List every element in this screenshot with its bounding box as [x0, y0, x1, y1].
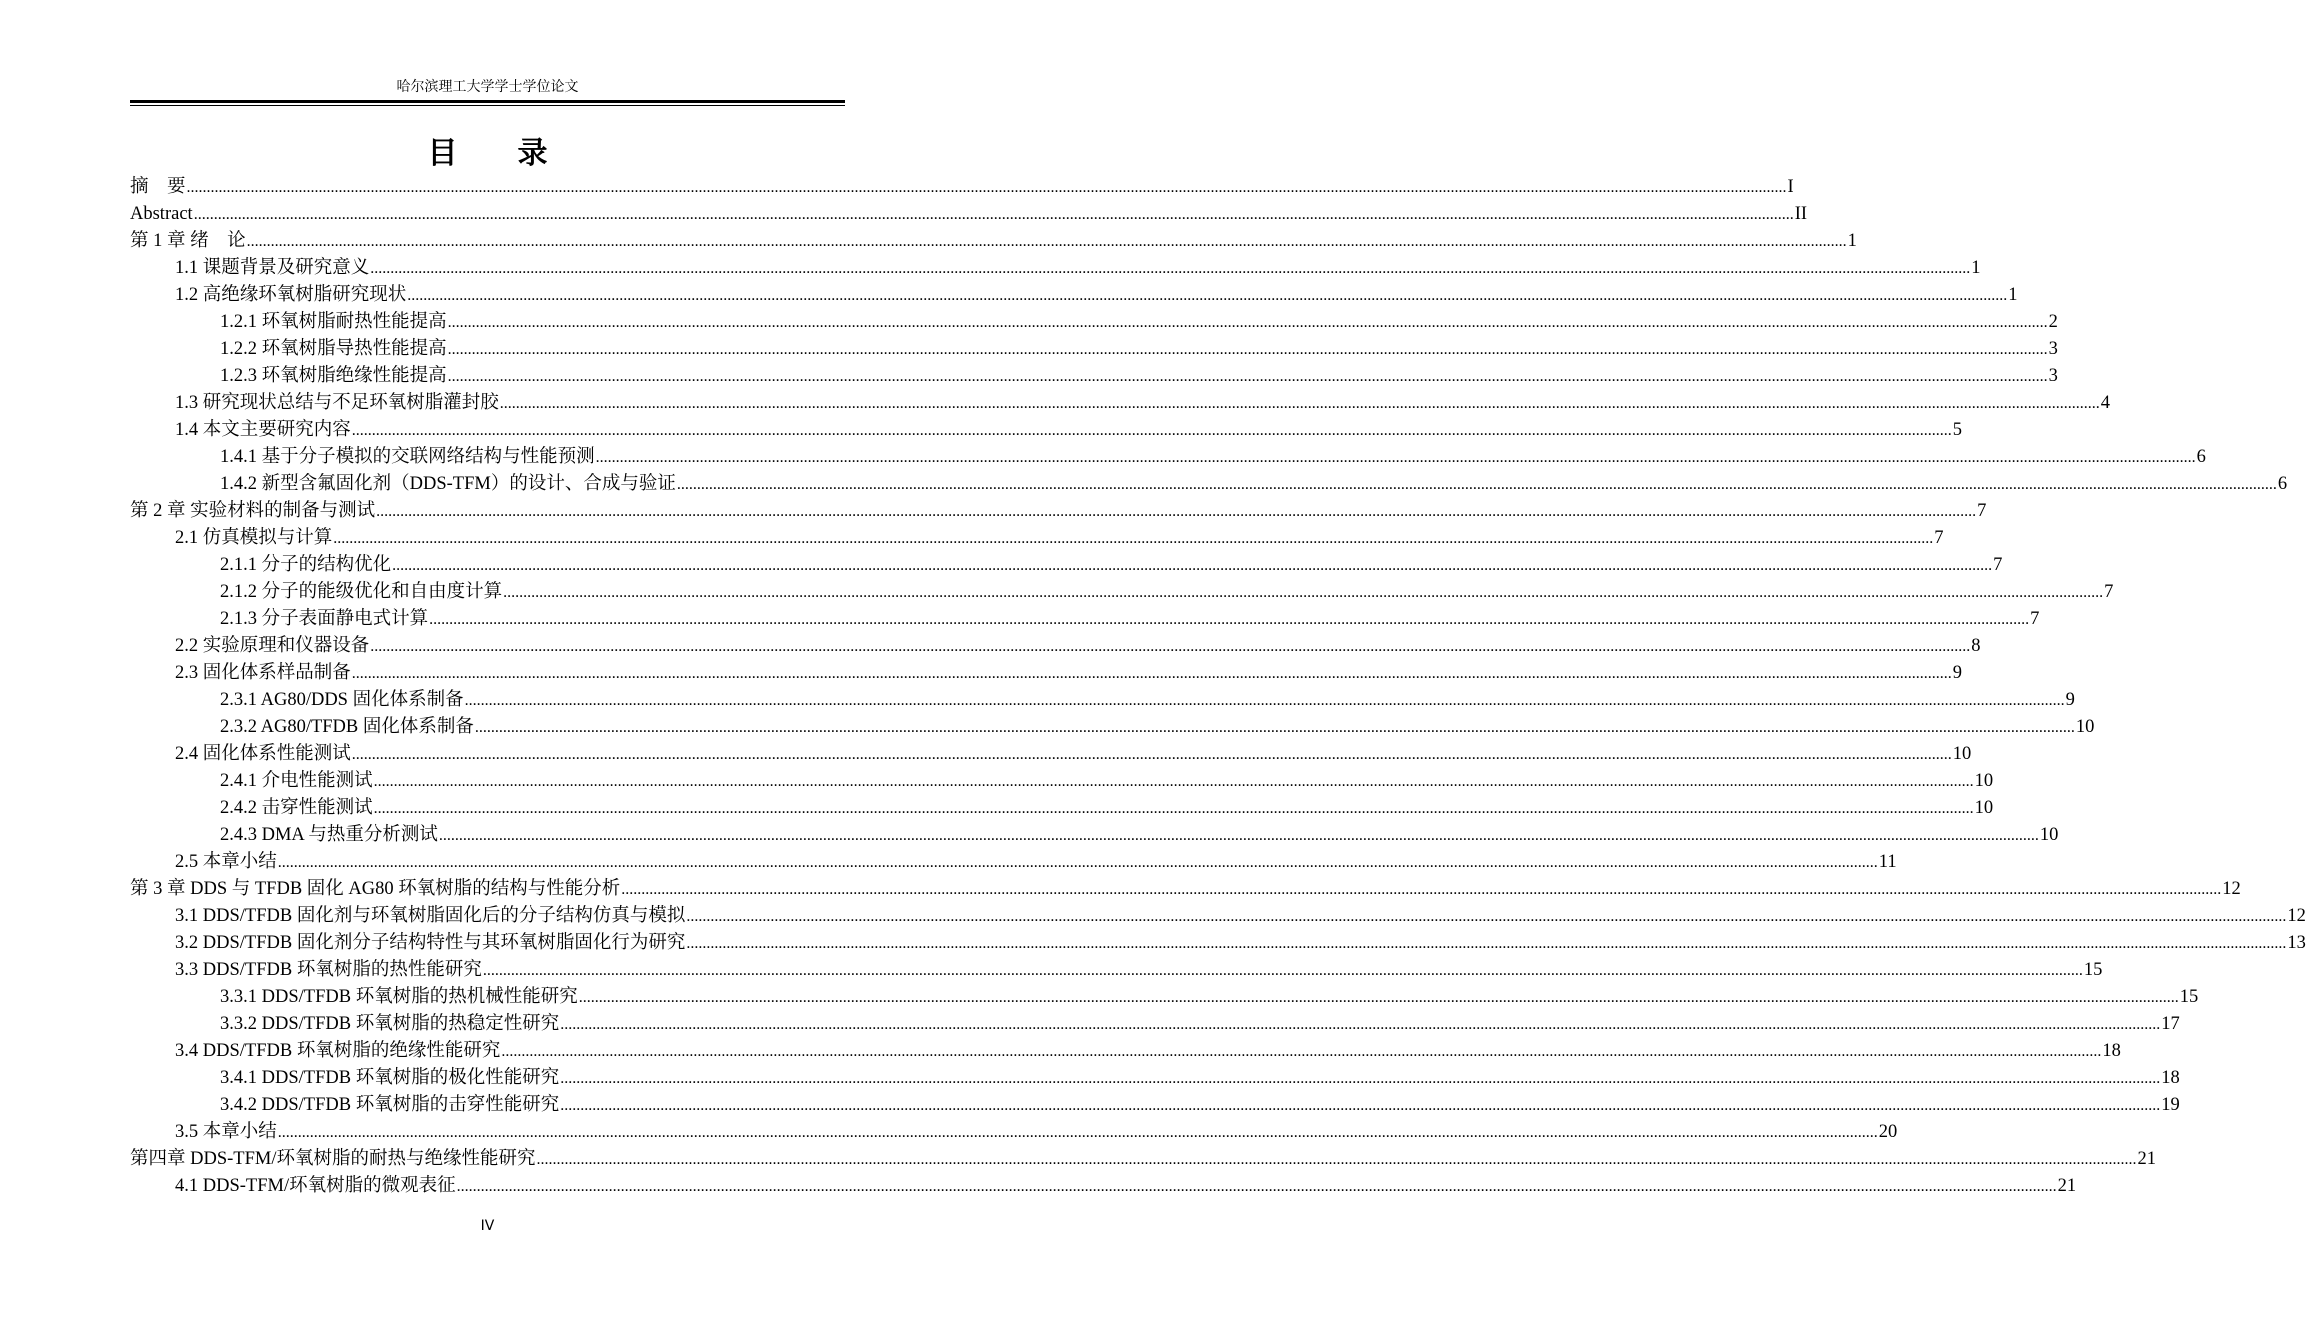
toc-entry[interactable]: [130, 1173, 2077, 1200]
toc-entry[interactable]: [130, 1092, 2180, 1119]
toc-leader-dots: ................................................................................................................................................................................................................................................................................................................................................................................................................: [277, 1124, 1878, 1141]
toc-leader-dots: ................................................................................................................................................................................................................................................................................................................................................................................................................: [277, 854, 1878, 871]
toc-entry[interactable]: [130, 741, 1972, 768]
toc-leader-dots: ................................................................................................................................................................................................................................................................................................................................................................................................................: [474, 719, 2075, 736]
toc-entry[interactable]: [130, 795, 1994, 822]
toc-entry-page: 10: [1974, 798, 1994, 818]
toc-entry-title: 2.4.2 击穿性能测试: [220, 798, 373, 818]
toc-leader-dots: ................................................................................................................................................................................................................................................................................................................................................................................................................: [351, 746, 1952, 763]
toc-entry-page: 10: [1952, 744, 1972, 764]
toc-leader-dots: ................................................................................................................................................................................................................................................................................................................................................................................................................: [456, 1178, 2057, 1195]
toc-entry[interactable]: [130, 687, 2075, 714]
toc-entry[interactable]: [130, 363, 2058, 390]
toc-entry-page: 21: [2057, 1176, 2077, 1196]
toc-entry-page: 1: [2008, 285, 2018, 305]
toc-entry-page: 6: [2196, 447, 2206, 467]
toc-leader-dots: ................................................................................................................................................................................................................................................................................................................................................................................................................: [407, 287, 2008, 304]
toc-entry-page: 7: [2104, 582, 2114, 602]
toc-entry[interactable]: [130, 174, 1794, 201]
toc-entry[interactable]: [130, 957, 2103, 984]
toc-leader-dots: ................................................................................................................................................................................................................................................................................................................................................................................................................: [447, 341, 2048, 358]
toc-entry-page: 12: [2222, 879, 2241, 899]
toc-entry-title: Abstract: [130, 204, 193, 224]
toc-entry-page: 2: [2048, 312, 2058, 332]
toc-entry-page: 11: [1878, 852, 1897, 872]
toc-entry[interactable]: [130, 660, 1963, 687]
toc-leader-dots: ................................................................................................................................................................................................................................................................................................................................................................................................................: [560, 1097, 2161, 1114]
toc-entry-title: 2.2 实验原理和仪器设备: [175, 636, 370, 656]
toc-entry[interactable]: [130, 1038, 2121, 1065]
toc-entry-title: 1.2 高绝缘环氧树脂研究现状: [175, 285, 407, 305]
toc-leader-dots: ................................................................................................................................................................................................................................................................................................................................................................................................................: [560, 1070, 2161, 1087]
toc-entry-title: 2.1.3 分子表面静电式计算: [220, 609, 429, 629]
toc-leader-dots: ................................................................................................................................................................................................................................................................................................................................................................................................................: [501, 1043, 2102, 1060]
toc-entry-title: 2.1.1 分子的结构优化: [220, 555, 392, 575]
toc-leader-dots: ................................................................................................................................................................................................................................................................................................................................................................................................................: [193, 206, 1794, 223]
toc-entry-page: 7: [1977, 501, 1987, 521]
toc-entry-page: 18: [2102, 1041, 2121, 1061]
toc-entry-title: 3.4 DDS/TFDB 环氧树脂的绝缘性能研究: [175, 1041, 501, 1061]
toc-entry[interactable]: [130, 525, 1944, 552]
toc-entry-title: 3.2 DDS/TFDB 固化剂分子结构特性与其环氧树脂固化行为研究: [175, 933, 686, 953]
toc-entry[interactable]: [130, 282, 2018, 309]
toc-entry-title: 1.2.1 环氧树脂耐热性能提高: [220, 312, 447, 332]
toc-entry-title: 1.4.1 基于分子模拟的交联网络结构与性能预测: [220, 447, 595, 467]
toc-leader-dots: ................................................................................................................................................................................................................................................................................................................................................................................................................: [447, 314, 2048, 331]
toc-entry-page: 19: [2161, 1095, 2180, 1115]
toc-entry[interactable]: [130, 228, 1857, 255]
toc-entry[interactable]: [130, 876, 2241, 903]
toc-entry-page: 8: [1971, 636, 1981, 656]
toc-entry[interactable]: [130, 255, 1981, 282]
toc-leader-dots: ................................................................................................................................................................................................................................................................................................................................................................................................................: [392, 557, 1993, 574]
toc-leader-dots: ................................................................................................................................................................................................................................................................................................................................................................................................................: [370, 260, 1971, 277]
toc-leader-dots: ................................................................................................................................................................................................................................................................................................................................................................................................................: [447, 368, 2048, 385]
toc-entry-title: 2.1 仿真模拟与计算: [175, 528, 333, 548]
toc-entry[interactable]: [130, 309, 2058, 336]
toc-entry-title: 2.4.3 DMA 与热重分析测试: [220, 825, 438, 845]
running-header: 哈尔滨理工大学学士学位论文: [396, 80, 579, 95]
toc-entry-title: 第 1 章 绪 论: [130, 231, 246, 251]
toc-entry-title: 2.3 固化体系样品制备: [175, 663, 351, 683]
toc-entry-page: 12: [2287, 906, 2306, 926]
toc-leader-dots: ................................................................................................................................................................................................................................................................................................................................................................................................................: [351, 422, 1952, 439]
toc-entry-title: 2.3.1 AG80/DDS 固化体系制备: [220, 690, 464, 710]
title-char-2: 录: [517, 136, 548, 171]
toc-entry-title: 第 3 章 DDS 与 TFDB 固化 AG80 环氧树脂的结构与性能分析: [130, 879, 621, 899]
toc-entry-title: 2.4 固化体系性能测试: [175, 744, 351, 764]
toc-entry-page: 1: [1847, 231, 1857, 251]
toc-entry-title: 2.3.2 AG80/TFDB 固化体系制备: [220, 717, 474, 737]
toc-entry[interactable]: [130, 444, 2206, 471]
toc-entry-title: 1.1 课题背景及研究意义: [175, 258, 370, 278]
toc-entry-page: 5: [1952, 420, 1963, 440]
toc-entry-title: 2.4.1 介电性能测试: [220, 771, 373, 791]
toc-entry[interactable]: [130, 984, 2199, 1011]
toc-entry-title: 4.1 DDS-TFM/环氧树脂的微观表征: [175, 1176, 456, 1196]
toc-entry[interactable]: [130, 201, 1808, 228]
toc-leader-dots: ................................................................................................................................................................................................................................................................................................................................................................................................................: [482, 962, 2083, 979]
toc-leader-dots: ................................................................................................................................................................................................................................................................................................................................................................................................................: [246, 233, 1847, 250]
toc-leader-dots: ................................................................................................................................................................................................................................................................................................................................................................................................................: [370, 638, 1971, 655]
toc-entry-title: 1.3 研究现状总结与不足环氧树脂灌封胶: [175, 393, 499, 413]
toc-entry[interactable]: [130, 471, 2288, 498]
toc-entry-title: 摘 要: [130, 177, 186, 197]
toc-leader-dots: ................................................................................................................................................................................................................................................................................................................................................................................................................: [621, 881, 2222, 898]
toc-entry-title: 第 2 章 实验材料的制备与测试: [130, 501, 376, 521]
toc-entry[interactable]: [130, 930, 2306, 957]
toc-entry[interactable]: [130, 1065, 2180, 1092]
toc-entry-page: 20: [1878, 1122, 1898, 1142]
toc-entry-title: 1.4.2 新型含氟固化剂（DDS-TFM）的设计、合成与验证: [220, 474, 676, 494]
toc-entry[interactable]: [130, 417, 1963, 444]
toc-entry-page: 9: [2065, 690, 2075, 710]
toc-entry-title: 第四章 DDS-TFM/环氧树脂的耐热与绝缘性能研究: [130, 1149, 536, 1169]
toc-leader-dots: ................................................................................................................................................................................................................................................................................................................................................................................................................: [686, 935, 2287, 952]
toc-entry-title: 1.2.3 环氧树脂绝缘性能提高: [220, 366, 447, 386]
toc-entry-title: 1.4 本文主要研究内容: [175, 420, 351, 440]
toc-entry[interactable]: [130, 822, 2059, 849]
toc-entry[interactable]: [130, 1146, 2156, 1173]
toc-entry[interactable]: [130, 552, 2003, 579]
toc-entry[interactable]: [130, 606, 2040, 633]
header-rule-thin: [130, 105, 845, 106]
toc-entry-page: I: [1787, 177, 1794, 197]
toc-entry-page: 21: [2137, 1149, 2156, 1169]
toc-entry-page: 6: [2277, 474, 2288, 494]
toc-entry-page: 7: [2030, 609, 2040, 629]
toc-entry[interactable]: [130, 579, 2114, 606]
toc-leader-dots: ................................................................................................................................................................................................................................................................................................................................................................................................................: [376, 503, 1977, 520]
toc-entry-title: 2.5 本章小结: [175, 852, 277, 872]
toc-entry[interactable]: [130, 903, 2306, 930]
toc-leader-dots: ................................................................................................................................................................................................................................................................................................................................................................................................................: [578, 989, 2179, 1006]
toc-entry-page: 4: [2100, 393, 2111, 413]
toc-entry-page: 7: [1993, 555, 2003, 575]
toc-entry-page: 7: [1934, 528, 1944, 548]
toc-leader-dots: ................................................................................................................................................................................................................................................................................................................................................................................................................: [499, 395, 2100, 412]
toc-entry[interactable]: [130, 633, 1981, 660]
toc-entry-title: 3.3.1 DDS/TFDB 环氧树脂的热机械性能研究: [220, 987, 578, 1007]
toc-entry-title: 2.1.2 分子的能级优化和自由度计算: [220, 582, 503, 602]
toc-entry-page: 3: [2048, 339, 2058, 359]
toc-leader-dots: ................................................................................................................................................................................................................................................................................................................................................................................................................: [373, 773, 1974, 790]
toc-entry[interactable]: [130, 849, 1897, 876]
page-number: IV: [480, 1218, 495, 1234]
toc-entry-page: 10: [1974, 771, 1994, 791]
toc-leader-dots: ................................................................................................................................................................................................................................................................................................................................................................................................................: [503, 584, 2104, 601]
toc-leader-dots: ................................................................................................................................................................................................................................................................................................................................................................................................................: [351, 665, 1952, 682]
toc-title: [130, 132, 845, 176]
toc-leader-dots: ................................................................................................................................................................................................................................................................................................................................................................................................................: [373, 800, 1974, 817]
toc-leader-dots: ................................................................................................................................................................................................................................................................................................................................................................................................................: [333, 530, 1934, 547]
toc-leader-dots: ................................................................................................................................................................................................................................................................................................................................................................................................................: [676, 476, 2277, 493]
toc-entry-page: 10: [2039, 825, 2059, 845]
toc-entry[interactable]: [130, 1119, 1898, 1146]
toc-entry[interactable]: [130, 390, 2111, 417]
table-of-contents: [130, 174, 2306, 1200]
toc-entry-page: 18: [2161, 1068, 2180, 1088]
toc-entry-title: 3.3 DDS/TFDB 环氧树脂的热性能研究: [175, 960, 482, 980]
toc-entry-title: 3.3.2 DDS/TFDB 环氧树脂的热稳定性研究: [220, 1014, 560, 1034]
toc-leader-dots: ................................................................................................................................................................................................................................................................................................................................................................................................................: [464, 692, 2065, 709]
toc-entry[interactable]: [130, 714, 2095, 741]
toc-entry-title: 3.4.1 DDS/TFDB 环氧树脂的极化性能研究: [220, 1068, 560, 1088]
toc-leader-dots: ................................................................................................................................................................................................................................................................................................................................................................................................................: [438, 827, 2039, 844]
toc-leader-dots: ................................................................................................................................................................................................................................................................................................................................................................................................................: [186, 179, 1787, 196]
toc-entry-page: 1: [1971, 258, 1981, 278]
toc-leader-dots: ................................................................................................................................................................................................................................................................................................................................................................................................................: [560, 1016, 2161, 1033]
toc-entry-page: 15: [2179, 987, 2199, 1007]
title-char-1: 目: [427, 136, 458, 171]
toc-leader-dots: ................................................................................................................................................................................................................................................................................................................................................................................................................: [686, 908, 2287, 925]
toc-entry-title: 3.5 本章小结: [175, 1122, 277, 1142]
toc-entry-title: 3.4.2 DDS/TFDB 环氧树脂的击穿性能研究: [220, 1095, 560, 1115]
toc-entry[interactable]: [130, 498, 1987, 525]
toc-entry-title: 1.2.2 环氧树脂导热性能提高: [220, 339, 447, 359]
toc-entry-page: II: [1794, 204, 1808, 224]
toc-leader-dots: ................................................................................................................................................................................................................................................................................................................................................................................................................: [429, 611, 2030, 628]
toc-entry-title: 3.1 DDS/TFDB 固化剂与环氧树脂固化后的分子结构仿真与模拟: [175, 906, 686, 926]
toc-leader-dots: ................................................................................................................................................................................................................................................................................................................................................................................................................: [536, 1151, 2137, 1168]
toc-entry-page: 9: [1952, 663, 1963, 683]
toc-entry-page: 10: [2075, 717, 2095, 737]
toc-leader-dots: ................................................................................................................................................................................................................................................................................................................................................................................................................: [595, 449, 2196, 466]
toc-entry-page: 15: [2083, 960, 2103, 980]
header-rule-thick: [130, 100, 845, 103]
toc-entry[interactable]: [130, 1011, 2180, 1038]
toc-entry-page: 17: [2161, 1014, 2180, 1034]
toc-entry[interactable]: [130, 336, 2058, 363]
toc-entry-page: 13: [2287, 933, 2306, 953]
toc-entry[interactable]: [130, 768, 1994, 795]
toc-entry-page: 3: [2048, 366, 2058, 386]
